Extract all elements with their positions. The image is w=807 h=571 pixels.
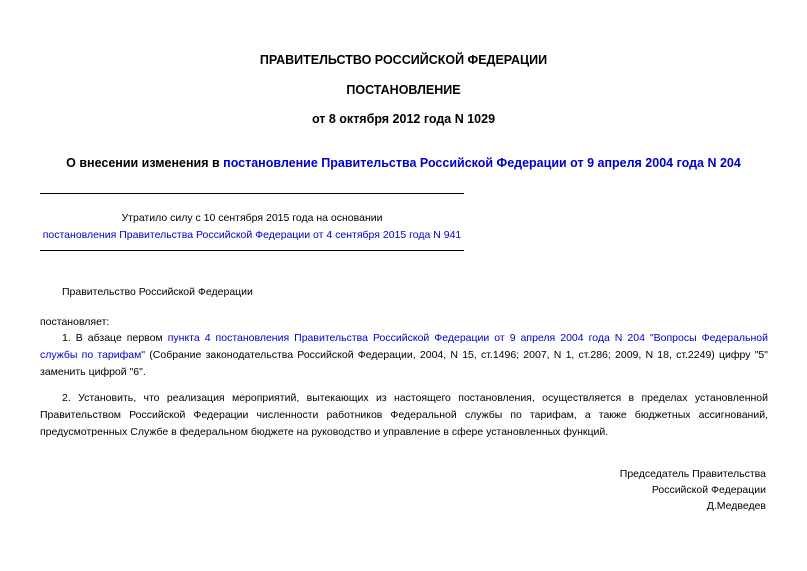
item-1-text-after: (Собрание законодательства Российской Федерации, 2004, N 15, ст.1496; 2007, N 1, ст.286; 2009, N 18, ст.2249) цифру "5" заменить цифрой "6".: [40, 349, 768, 378]
item-2-paragraph: 2. Установить, что реализация мероприятий, вытекающих из настоящего постановления, осуществляется в пределах установленной Правительством Российской Федерации численности работников Федеральной службы по тарифам, а также бюджетных ассигнований, предусмотренных Службе в федеральном бюджете на руководство и управление в сфере установленных функций.: [40, 392, 768, 438]
title-link-decree-204[interactable]: постановление Правительства Российской Федерации от 9 апреля 2004 года N 204: [223, 156, 741, 170]
title-prefix: О внесении изменения в: [66, 156, 224, 170]
document-date-number: от 8 октября 2012 года N 1029: [311, 112, 496, 126]
document-title: [0, 156, 807, 170]
status-note-link-decree-941[interactable]: постановления Правительства Российской Федерации от 4 сентября 2015 года N 941: [42, 229, 462, 241]
signature-position-line1: Председатель Правительства: [619, 468, 766, 480]
document-type-heading: ПОСТАНОВЛЕНИЕ: [346, 83, 461, 97]
signature-name: Д.Медведев: [706, 500, 766, 512]
divider-top: [40, 193, 464, 194]
signature-position-line2: Российской Федерации: [651, 484, 766, 496]
intro-paragraph: Правительство Российской Федерации: [62, 286, 253, 298]
government-heading: ПРАВИТЕЛЬСТВО РОССИЙСКОЙ ФЕДЕРАЦИИ: [259, 53, 548, 67]
item-1-text-before: 1. В абзаце первом: [62, 332, 168, 344]
divider-bottom: [40, 250, 464, 251]
status-note-line: Утратило силу с 10 сентября 2015 года на основании: [121, 212, 383, 224]
decree-word: постановляет:: [40, 316, 110, 328]
item-1-link-point-4[interactable]: пункта 4 постановления Правительства Российской Федерации от 9 апреля 2004 года N 204 "Вопросы Федеральной службы по тарифам": [40, 332, 769, 361]
item-1-paragraph: [40, 330, 768, 381]
